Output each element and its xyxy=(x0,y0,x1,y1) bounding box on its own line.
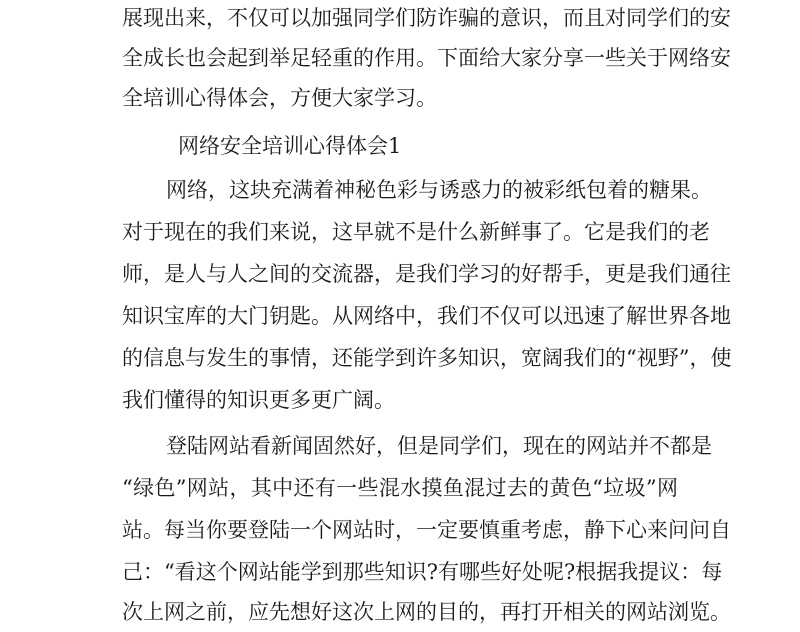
section-heading: 网络安全培训心得体会1 xyxy=(178,134,402,158)
paragraph-line: 对于现在的我们来说，这早就不是什么新鲜事了。它是我们的老 xyxy=(122,220,710,244)
paragraph-line: 全培训心得体会，方便大家学习。 xyxy=(122,86,437,110)
paragraph-line: 的信息与发生的事情，还能学到许多知识，宽阔我们的“视野”，使 xyxy=(122,346,732,370)
paragraph-line: 全成长也会起到举足轻重的作用。下面给大家分享一些关于网络安 xyxy=(122,46,731,70)
paragraph-line: 己：“看这个网站能学到那些知识?有哪些好处呢?根据我提议：每 xyxy=(122,560,723,584)
paragraph-line: 知识宝库的大门钥匙。从网络中，我们不仅可以迅速了解世界各地 xyxy=(122,304,731,328)
paragraph-line: 我们懂得的知识更多更广阔。 xyxy=(122,388,395,412)
paragraph-line: 网络，这块充满着神秘色彩与诱惑力的被彩纸包着的糖果。 xyxy=(166,178,712,202)
paragraph-line: 站。每当你要登陆一个网站时，一定要慎重考虑，静下心来问问自 xyxy=(122,518,731,542)
paragraph-line: 师，是人与人之间的交流器，是我们学习的好帮手，更是我们通往 xyxy=(122,262,731,286)
paragraph-line: 登陆网站看新闻固然好，但是同学们，现在的网站并不都是 xyxy=(166,434,712,458)
paragraph-line: “绿色”网站，其中还有一些混水摸鱼混过去的黄色“垃圾”网 xyxy=(122,476,678,500)
paragraph-line: 展现出来，不仅可以加强同学们防诈骗的意识，而且对同学们的安 xyxy=(122,6,731,30)
paragraph-line: 次上网之前，应先想好这次上网的目的，再打开相关的网站浏览。 xyxy=(122,600,731,624)
